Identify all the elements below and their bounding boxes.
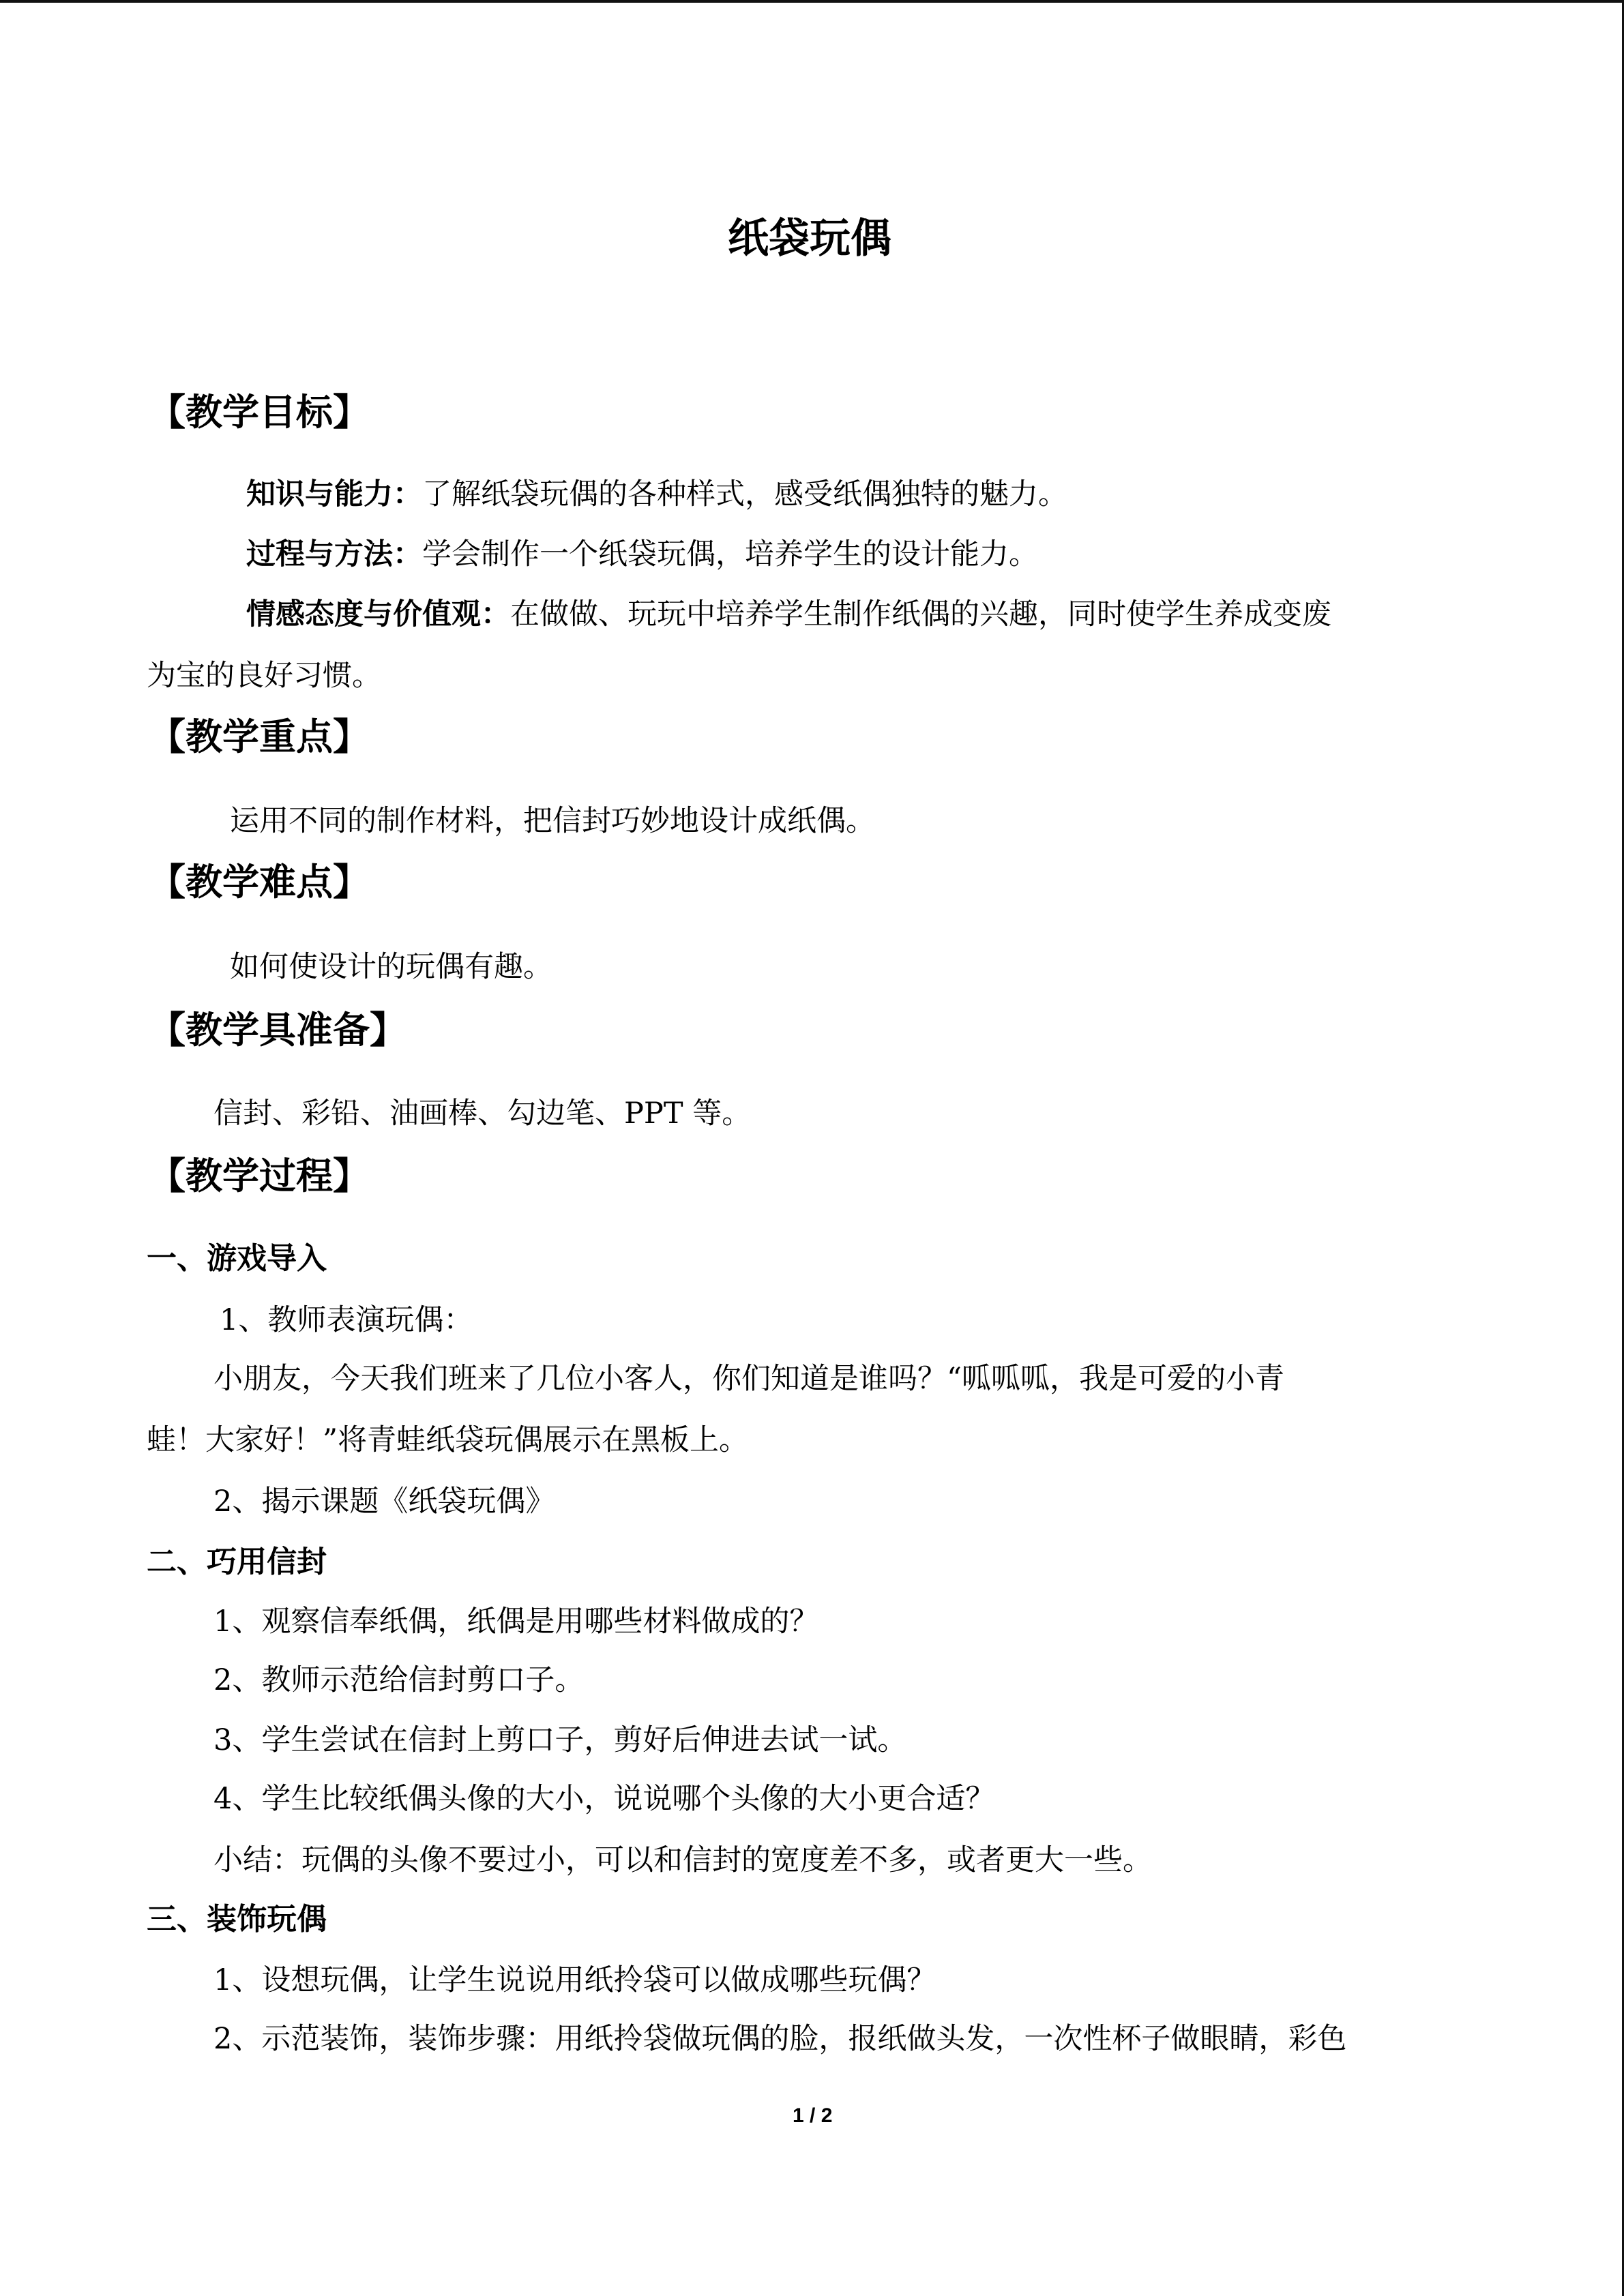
process-part-1-line-2: 小朋友，今天我们班来了几位小客人，你们知道是谁吗？“呱呱呱，我是可爱的小青 bbox=[213, 1362, 1284, 1396]
objective-process-label: 过程与方法： bbox=[246, 537, 422, 571]
heading-difficulties: 【教学难点】 bbox=[149, 861, 370, 904]
process-part-1-line-4: 2、揭示课题《纸袋玩偶》 bbox=[213, 1485, 555, 1519]
process-part-2-line-1: 1、观察信奉纸偶，纸偶是用哪些材料做成的？ bbox=[213, 1605, 819, 1639]
objective-attitude-label: 情感态度与价值观： bbox=[246, 597, 510, 631]
process-part-3-line-1: 1、设想玩偶，让学生说说用纸拎袋可以做成哪些玩偶？ bbox=[213, 1963, 936, 1997]
process-part-2-summary: 小结：玩偶的头像不要过小，可以和信封的宽度差不多，或者更大一些。 bbox=[213, 1843, 1152, 1877]
process-part-1-line-1: 1、教师表演玩偶： bbox=[220, 1303, 473, 1337]
objective-attitude-continuation: 为宝的良好习惯。 bbox=[147, 659, 381, 693]
process-part-3-line-2: 2、示范装饰，装饰步骤：用纸拎袋做玩偶的脸，报纸做头发，一次性杯子做眼睛，彩色 bbox=[213, 2022, 1347, 2056]
process-part-2-line-4: 4、学生比较纸偶头像的大小，说说哪个头像的大小更合适？ bbox=[213, 1782, 995, 1816]
objective-process bbox=[246, 537, 1038, 571]
key-points-text: 运用不同的制作材料，把信封巧妙地设计成纸偶。 bbox=[230, 804, 875, 838]
page-indicator: 1 / 2 bbox=[793, 2104, 833, 2127]
process-part-3-title: 三、装饰玩偶 bbox=[147, 1902, 327, 1937]
objective-knowledge-label: 知识与能力： bbox=[246, 477, 422, 511]
difficulties-text: 如何使设计的玩偶有趣。 bbox=[230, 950, 552, 984]
process-part-1-title: 一、游戏导入 bbox=[147, 1241, 327, 1276]
document-title: 纸袋玩偶 bbox=[728, 215, 891, 263]
objective-process-text: 学会制作一个纸袋玩偶，培养学生的设计能力。 bbox=[422, 537, 1038, 571]
objective-attitude bbox=[246, 597, 1331, 631]
process-part-2-line-2: 2、教师示范给信封剪口子。 bbox=[213, 1663, 585, 1697]
process-part-1-line-3: 蛙！大家好！”将青蛙纸袋玩偶展示在黑板上。 bbox=[147, 1423, 748, 1457]
heading-objectives: 【教学目标】 bbox=[149, 391, 370, 434]
heading-materials: 【教学具准备】 bbox=[149, 1009, 407, 1052]
objective-knowledge bbox=[246, 477, 1067, 511]
process-part-2-title: 二、巧用信封 bbox=[147, 1545, 327, 1579]
materials-text: 信封、彩铅、油画棒、勾边笔、PPT 等。 bbox=[213, 1097, 752, 1131]
objective-knowledge-text: 了解纸袋玩偶的各种样式，感受纸偶独特的魅力。 bbox=[422, 477, 1067, 511]
heading-key-points: 【教学重点】 bbox=[149, 715, 370, 758]
page-top-border bbox=[0, 0, 1624, 3]
heading-process: 【教学过程】 bbox=[149, 1154, 370, 1197]
process-part-2-line-3: 3、学生尝试在信封上剪口子，剪好后伸进去试一试。 bbox=[213, 1723, 907, 1757]
objective-attitude-text: 在做做、玩玩中培养学生制作纸偶的兴趣，同时使学生养成变废 bbox=[510, 597, 1331, 631]
